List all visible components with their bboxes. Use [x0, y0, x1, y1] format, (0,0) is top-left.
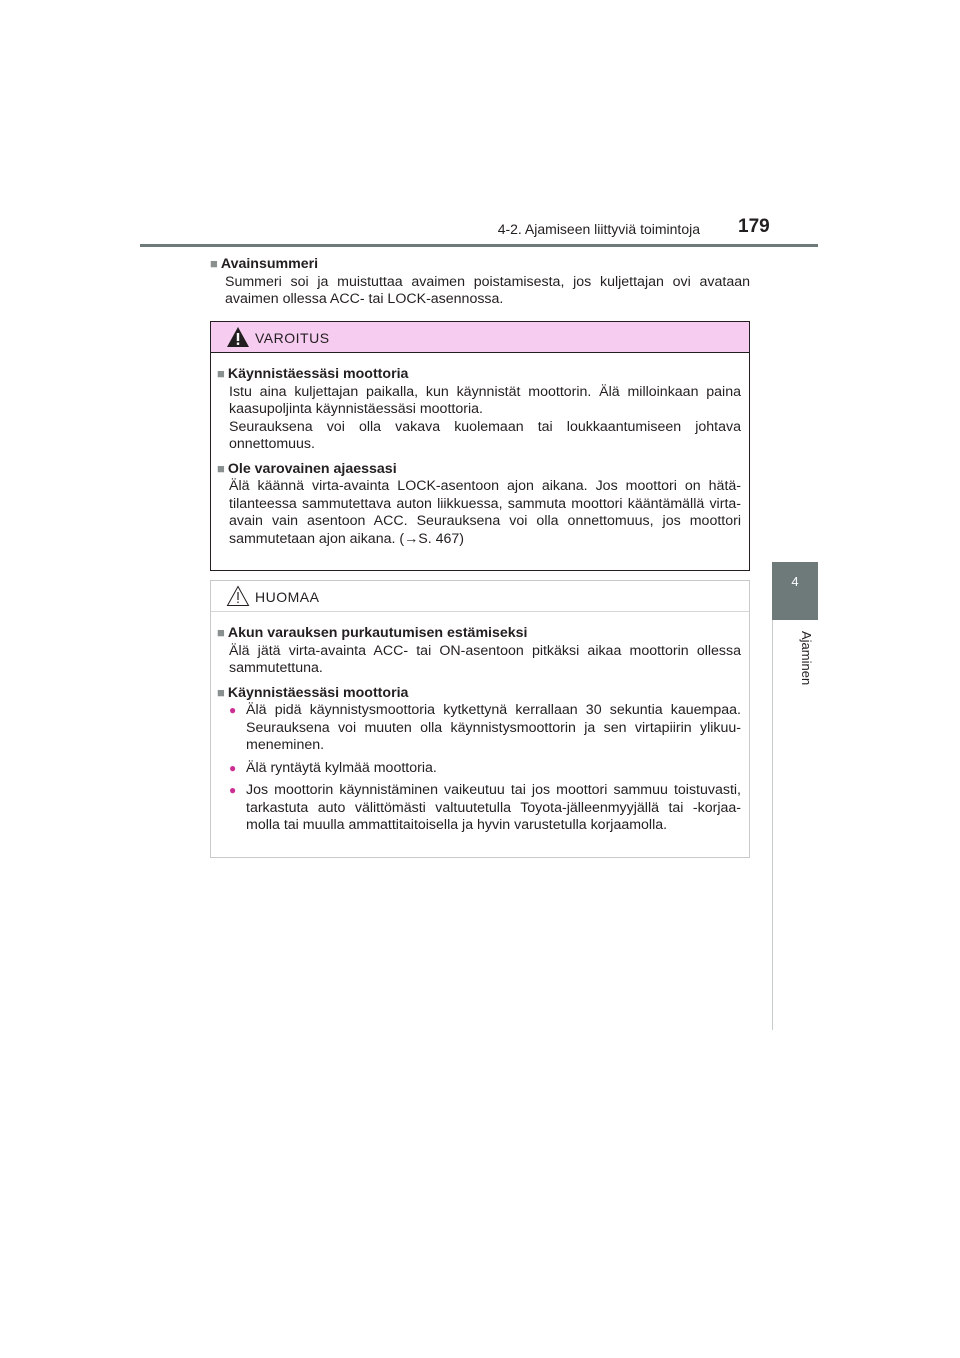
square-bullet-icon: ■: [217, 625, 225, 640]
caution-triangle-icon: [226, 585, 250, 607]
warning-label: VAROITUS: [255, 330, 330, 346]
warning-box: [210, 321, 750, 571]
warning-item: [217, 365, 741, 454]
list-item: [229, 760, 741, 778]
list-item-text: Älä pidä käynnistysmoottoria kytkettynä kerrallaan 30 sekuntia kauempaa. Seurauksena voi muuten olla käynnistysmoottorin ja sen virtapiirin ylikuu-meneminen.: [246, 702, 741, 753]
warning-body: [211, 353, 749, 548]
notice-item-heading: Akun varauksen purkautumisen estämiseksi: [227, 625, 528, 641]
section-title: 4-2. Ajamiseen liittyviä toimintoja: [497, 221, 700, 237]
square-bullet-icon: ■: [210, 256, 218, 271]
warning-item: [217, 460, 741, 549]
notice-box: [210, 580, 750, 858]
notice-item: [217, 624, 741, 678]
dot-bullet-icon: ●: [229, 783, 237, 797]
list-item-text: Jos moottorin käynnistäminen vaikeutuu tai jos moottori sammuu toistuvasti, tarkastuta auto välittömästi valtuutetulla Toyota-jälleenmyyjällä tai -korjaa-molla tai muulla ammattitaitoisella ja hyvin varustetulla korjaamolla.: [246, 782, 741, 833]
page-number: 179: [738, 216, 770, 237]
square-bullet-icon: ■: [217, 460, 225, 476]
warning-triangle-icon: [226, 326, 250, 348]
notice-item-text: Älä jätä virta-avainta ACC- tai ON-asentoon pitkäksi aikaa moottorin ollessa sammutettuna.: [229, 642, 741, 676]
dot-bullet-icon: ●: [229, 760, 237, 775]
warning-header: [211, 322, 749, 353]
chapter-number: 4: [791, 574, 799, 589]
header-divider: [140, 244, 818, 247]
intro-heading: Avainsummeri: [220, 256, 319, 272]
warning-item-text: Istu aina kuljettajan paikalla, kun käynnistät moottorin. Älä milloinkaan paina kaasupoljinta käynnistäessäsi moottoria.: [229, 383, 741, 417]
warning-item-text: Älä käännä virta-avainta LOCK-asentoon ajon aikana. Jos moottori on hätä-tilanteessa sammutettava auton liikkuessa, sammuta moottori kääntämällä virta-avain vain asentoon ACC. Seurauksena voi olla onnettomuus, jos moottori sammutetaan ajon aikana. (→S. 467): [229, 478, 741, 547]
warning-item-heading: Käynnistäessäsi moottoria: [227, 366, 409, 382]
notice-body: [211, 612, 749, 835]
list-item: [229, 702, 741, 755]
square-bullet-icon: ■: [217, 366, 225, 381]
dot-bullet-icon: ●: [229, 703, 237, 717]
notice-item: [217, 684, 741, 835]
warning-item-heading: Ole varovainen ajaessasi: [227, 460, 397, 477]
notice-label: HUOMAA: [255, 589, 320, 605]
list-item-text: Älä ryntäytä kylmää moottoria.: [246, 759, 437, 776]
list-item: [229, 782, 741, 835]
chapter-tab: [772, 562, 818, 620]
square-bullet-icon: ■: [217, 684, 225, 700]
intro-section: [210, 255, 750, 309]
warning-item-text: Seurauksena voi olla vakava kuolemaan tai loukkaantumiseen johtava onnettomuus.: [229, 418, 741, 452]
chapter-label: Ajaminen: [799, 631, 814, 686]
intro-text: Summeri soi ja muistuttaa avaimen poistamisesta, jos kuljettajan ovi avataan avaimen ollessa ACC- tai LOCK-asennossa.: [225, 273, 750, 307]
notice-header: [211, 581, 749, 612]
notice-item-heading: Käynnistäessäsi moottoria: [227, 684, 409, 701]
